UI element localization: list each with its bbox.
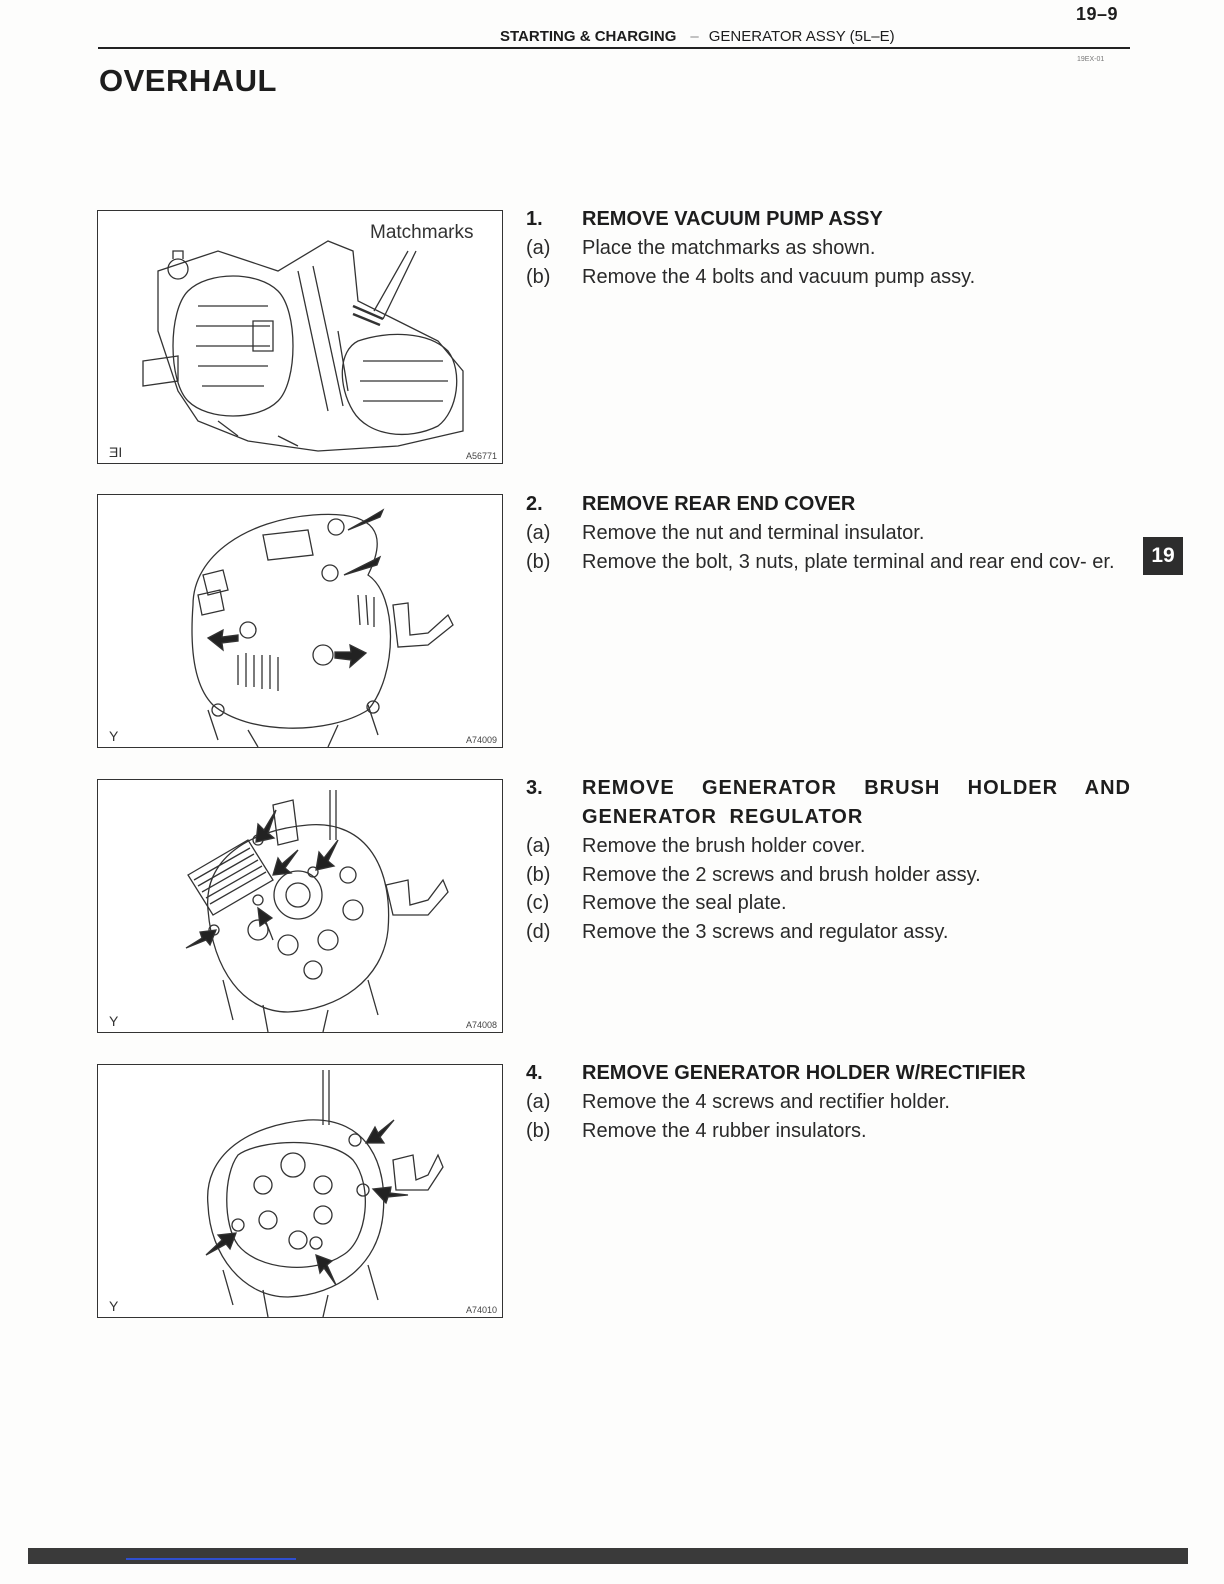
step-title: REMOVE REAR END COVER — [582, 493, 856, 515]
scan-edge-bar — [28, 1548, 1188, 1564]
step-number: 2. — [526, 493, 543, 515]
header-section: STARTING & CHARGING — [500, 28, 677, 45]
substep-text: Remove the seal plate. — [582, 892, 787, 914]
step-title: REMOVE VACUUM PUMP ASSY — [582, 208, 883, 230]
substep-text: Remove the brush holder cover. — [582, 835, 866, 857]
rear-end-cover-illustration — [98, 495, 502, 747]
substep — [526, 861, 1131, 890]
substep — [526, 263, 1131, 292]
step-number: 3. — [526, 777, 543, 799]
substep-text: Remove the 2 screws and brush holder assy. — [582, 863, 981, 886]
substep-letter: (a) — [526, 1091, 551, 1113]
figure-mark: Y — [109, 1298, 119, 1314]
figure-code: A56771 — [465, 451, 497, 461]
figure-vacuum-pump — [97, 210, 503, 464]
header-separator: – — [690, 28, 699, 45]
substep — [526, 1088, 1131, 1117]
figure-mark: ƎI — [109, 444, 123, 460]
step-4 — [526, 1059, 1131, 1145]
substep-text: Remove the 4 bolts and vacuum pump assy. — [582, 265, 976, 288]
scan-edge-accent — [126, 1558, 296, 1560]
step-1 — [526, 205, 1131, 291]
figure-code: A74010 — [465, 1305, 497, 1315]
step-heading — [526, 490, 1131, 519]
substep-letter: (a) — [526, 522, 551, 544]
figure-mark: Y — [109, 1013, 119, 1029]
step-title: REMOVE GENERATOR HOLDER W/RECTIFIER — [582, 1062, 1026, 1084]
substep-letter: (b) — [526, 1119, 551, 1142]
step-heading — [526, 205, 1131, 234]
substep-letter: (d) — [526, 920, 551, 943]
figure-mark: Y — [109, 728, 119, 744]
substep-letter: (b) — [526, 863, 551, 886]
substep — [526, 918, 1131, 947]
substep-letter: (b) — [526, 265, 551, 288]
substep-letter: (a) — [526, 237, 551, 259]
substep — [526, 832, 1131, 861]
chapter-tab: 19 — [1143, 537, 1183, 575]
running-header — [98, 27, 1130, 49]
substep — [526, 519, 1131, 548]
substep-text: Remove the 4 screws and rectifier holder. — [582, 1091, 950, 1113]
vacuum-pump-illustration — [98, 211, 502, 463]
figure-brush-holder-regulator — [97, 779, 503, 1033]
step-2 — [526, 490, 1131, 576]
step-title: REMOVE GENERATOR BRUSH HOLDER AND GENERATOR REGULATOR — [582, 777, 1131, 828]
step-3 — [526, 774, 1131, 946]
rectifier-holder-illustration — [98, 1065, 502, 1317]
document-code: 19EX-01 — [1077, 56, 1105, 63]
substep-text: Remove the 3 screws and regulator assy. — [582, 920, 949, 943]
header-subsection: GENERATOR ASSY (5L–E) — [708, 28, 895, 45]
step-number: 4. — [526, 1062, 543, 1084]
substep-text: Remove the nut and terminal insulator. — [582, 522, 925, 544]
brush-holder-illustration — [98, 780, 502, 1032]
substep-text: Place the matchmarks as shown. — [582, 237, 876, 259]
step-number: 1. — [526, 208, 543, 230]
figure-code: A74008 — [465, 1020, 497, 1030]
step-heading — [526, 774, 1131, 832]
substep-text: Remove the bolt, 3 nuts, plate terminal and rear end cov- er. — [582, 550, 1115, 573]
substep — [526, 548, 1131, 577]
page-title: OVERHAUL — [99, 63, 277, 98]
substep-letter: (b) — [526, 550, 551, 573]
substep — [526, 889, 1131, 918]
substep — [526, 234, 1131, 263]
page-number: 19–9 — [1076, 4, 1119, 24]
substep-letter: (c) — [526, 892, 550, 914]
step-heading — [526, 1059, 1131, 1088]
substep — [526, 1117, 1131, 1146]
substep-text: Remove the 4 rubber insulators. — [582, 1119, 867, 1142]
substep-letter: (a) — [526, 835, 551, 857]
figure-rectifier-holder — [97, 1064, 503, 1318]
header-breadcrumb — [500, 28, 895, 45]
figure-rear-end-cover — [97, 494, 503, 748]
figure-code: A74009 — [465, 735, 497, 745]
matchmarks-label: Matchmarks — [370, 222, 474, 243]
